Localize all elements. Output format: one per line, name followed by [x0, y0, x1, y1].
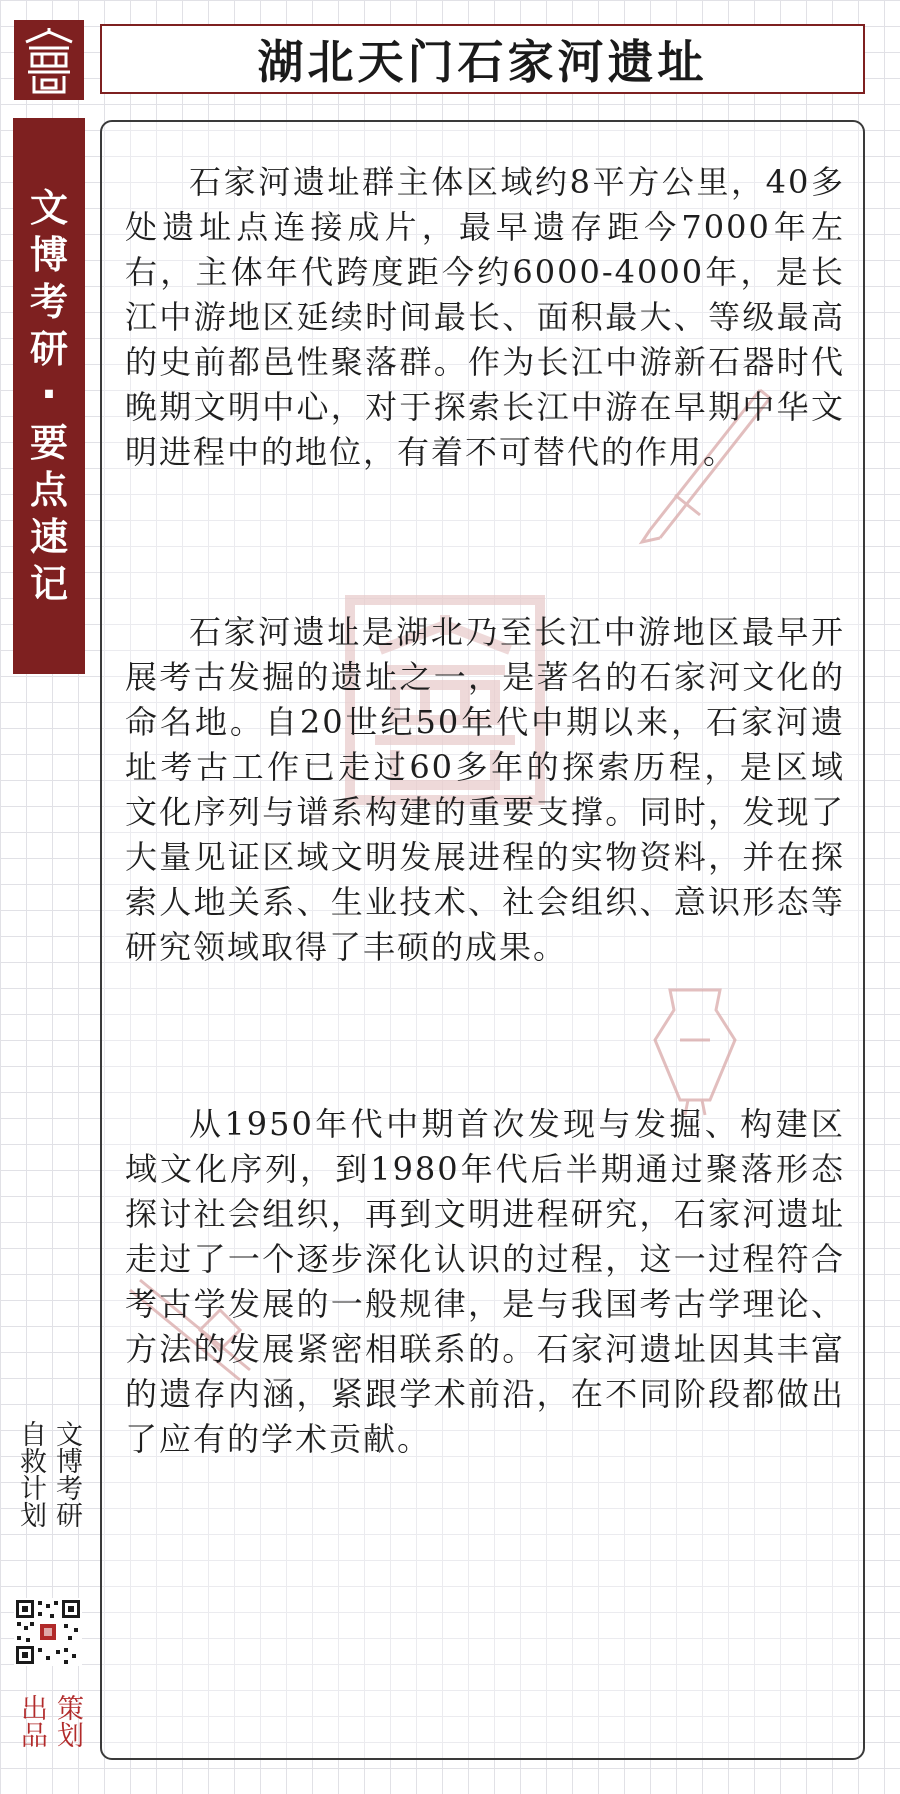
logo-box	[14, 20, 84, 100]
banner-char: 速	[29, 514, 68, 559]
banner-char: 博	[29, 232, 68, 277]
page-title: 湖北天门石家河遗址	[257, 35, 708, 89]
credit-left: 自救计划	[15, 1420, 46, 1528]
credit-columns	[14, 1420, 88, 1570]
banner-dot: ·	[40, 368, 58, 420]
banner-char: 考	[29, 279, 68, 324]
credit-right: 文博考研	[51, 1420, 82, 1528]
banner-char: 要	[29, 420, 68, 465]
paragraph-1: 石家河遗址群主体区域约8平方公里，40多处遗址点连接成片，最早遗存距今7000年左右，主体年代跨度距今约6000-4000年，是长江中游地区延续时间最长、面积最大、等级最高的史前都邑性聚落群。作为长江中游新石器时代晚期文明中心，对于探索长江中游在早期中华文明进程中的地位，有着不可替代的作用。	[125, 163, 845, 471]
produce-right: 策划	[52, 1694, 83, 1748]
qr-code-icon	[14, 1598, 82, 1666]
banner-char: 文	[29, 185, 68, 230]
seal-logo-icon	[14, 20, 84, 100]
banner-char: 点	[29, 467, 68, 512]
title-box	[100, 24, 865, 94]
produce-left: 出品	[16, 1694, 47, 1748]
paragraph-3: 从1950年代中期首次发现与发掘、构建区域文化序列，到1980年代后半期通过聚落形态探讨社会组织，再到文明进程研究，石家河遗址走过了一个逐步深化认识的过程，这一过程符合考古学发展的一般规律，是与我国考古学理论、方法的发展紧密相联系的。石家河遗址因其丰富的遗存内涵，紧跟学术前沿，在不同阶段都做出了应有的学术贡献。	[125, 1105, 845, 1458]
side-banner	[13, 118, 85, 674]
banner-char: 研	[29, 326, 68, 371]
banner-char: 记	[29, 561, 68, 606]
paragraph-2: 石家河遗址是湖北乃至长江中游地区最早开展考古发掘的遗址之一，是著名的石家河文化的命名地。自20世纪50年代中期以来，石家河遗址考古工作已走过60多年的探索历程，是区域文化序列与谱系构建的重要支撑。同时，发现了大量见证区域文明发展进程的实物资料，并在探索人地关系、生业技术、社会组织、意识形态等研究领域取得了丰硕的成果。	[125, 613, 845, 966]
